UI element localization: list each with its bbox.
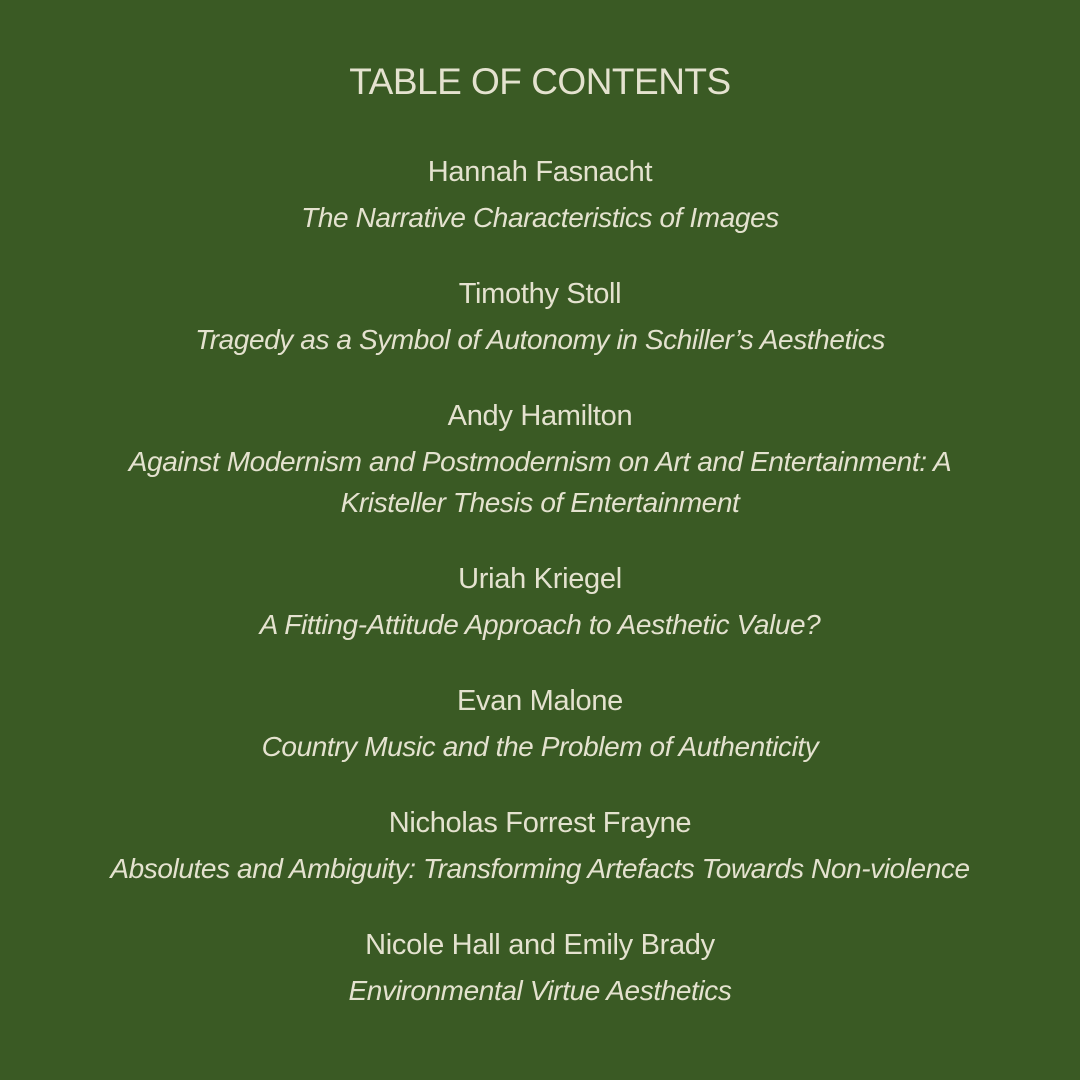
toc-entry [0, 560, 1080, 645]
entry-title: The Narrative Characteristics of Images [301, 202, 779, 233]
entry-title: Environmental Virtue Aesthetics [348, 975, 732, 1006]
toc-heading: TABLE OF CONTENTS [349, 61, 731, 102]
toc-entry [0, 153, 1080, 238]
entry-author: Timothy Stoll [458, 278, 622, 310]
entry-author: Nicholas Forrest Frayne [388, 807, 692, 839]
entry-title: Tragedy as a Symbol of Autonomy in Schiller’s Aesthetics [195, 324, 885, 355]
toc-entry [0, 397, 1080, 523]
entry-author: Hannah Fasnacht [427, 156, 653, 188]
toc-entry [0, 275, 1080, 360]
entry-author: Nicole Hall and Emily Brady [365, 929, 715, 961]
toc-entry [0, 804, 1080, 889]
entry-title: Against Modernism and Postmodernism on Art and Entertainment: A Kristeller Thesis of Entertainment [128, 446, 952, 518]
entry-author: Andy Hamilton [447, 400, 633, 432]
entry-title: Absolutes and Ambiguity: Transforming Artefacts Towards Non-violence [110, 853, 970, 884]
entry-title: Country Music and the Problem of Authenticity [261, 731, 819, 762]
entry-author: Uriah Kriegel [458, 563, 622, 595]
entry-author: Evan Malone [457, 685, 623, 717]
toc-entry [0, 682, 1080, 767]
entry-title: A Fitting-Attitude Approach to Aesthetic Value? [259, 609, 821, 640]
toc-entry [0, 926, 1080, 1011]
